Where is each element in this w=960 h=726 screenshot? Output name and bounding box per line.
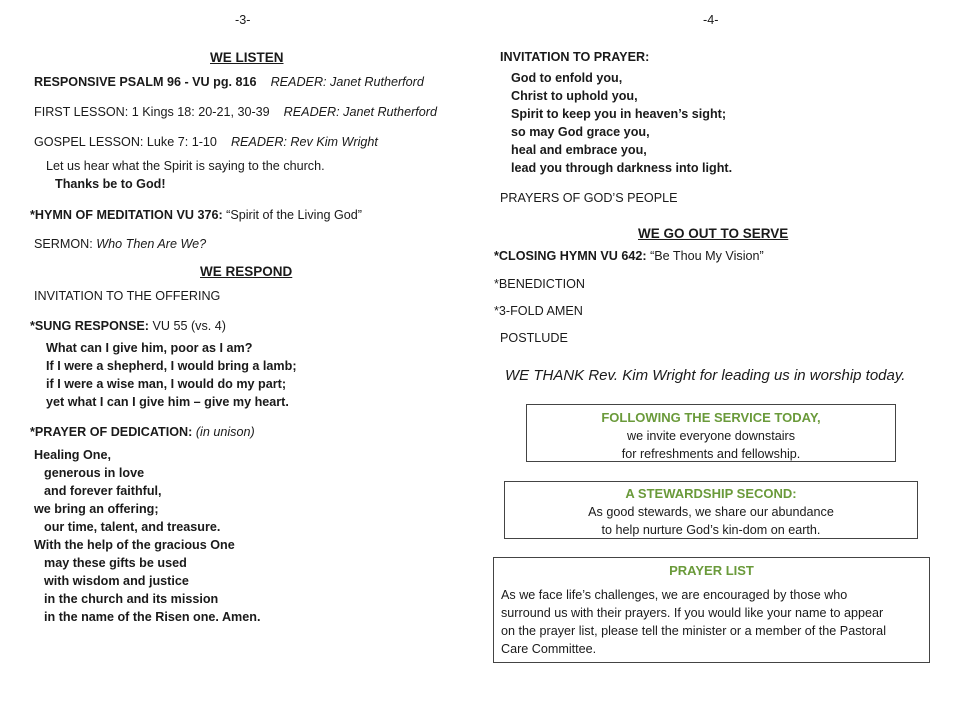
closing-hymn-label: *CLOSING HYMN VU 642: [494,249,647,263]
sermon-label: SERMON: [34,237,93,251]
sung-response-label: *SUNG RESPONSE: [30,319,149,333]
prayer-line: Spirit to keep you in heaven’s sight; [511,107,727,121]
sermon-line [34,237,206,251]
prayer-line: we bring an offering; [34,502,159,516]
invitation-prayer [511,69,732,177]
three-fold-amen: *3-FOLD AMEN [494,304,583,318]
lyric-line: What can I give him, poor as I am? [46,341,253,355]
gospel-reader: READER: Rev Kim Wright [230,135,378,149]
first-lesson: FIRST LESSON: 1 Kings 18: 20-21, 30-39 [34,105,270,119]
gospel-lesson: GOSPEL LESSON: Luke 7: 1-10 [34,135,217,149]
stewardship-line: As good stewards, we share our abundance [588,505,834,519]
following-service-line: we invite everyone downstairs [627,429,795,443]
prayer-line: Christ to uphold you, [511,89,638,103]
prayer-list-title: PRAYER LIST [669,563,754,578]
prayers-of-gods-people: PRAYERS OF GOD’S PEOPLE [500,191,678,205]
page-number-left: -3- [235,13,251,27]
prayer-line: so may God grace you, [511,125,650,139]
we-go-out-heading: WE GO OUT TO SERVE [638,226,789,241]
prayer-list-box [493,557,930,663]
prayer-line: generous in love [44,466,145,480]
stewardship-box [504,481,918,539]
sung-response [30,319,226,333]
benediction: *BENEDICTION [494,277,585,291]
prayer-list-line: surround us with their prayers. If you would like your name to appear [501,606,884,620]
prayer-list-body [494,586,929,658]
psalm-title: RESPONSIVE PSALM 96 - VU pg. 816 [34,75,257,89]
we-respond-heading: WE RESPOND [200,264,293,279]
closing-hymn [494,249,764,263]
dedication-label: *PRAYER OF DEDICATION: [30,425,193,439]
stewardship-title: A STEWARDSHIP SECOND: [625,486,797,501]
prayer-line: lead you through darkness into light. [511,161,733,175]
closing-hymn-title: “Be Thou My Vision” [650,249,764,263]
hymn-of-meditation [30,208,362,222]
prayer-line: our time, talent, and treasure. [44,520,221,534]
gospel-lesson-line [34,135,378,149]
prayer-line: heal and embrace you, [511,143,647,157]
call-to-hear: Let us hear what the Spirit is saying to the church. [46,159,325,173]
prayer-line: may these gifts be used [44,556,187,570]
call-response: Thanks be to God! [55,177,166,191]
hymn-title: “Spirit of the Living God” [226,208,362,222]
dedication-note: (in unison) [195,425,255,439]
prayer-line: with wisdom and justice [44,574,189,588]
following-service-title: FOLLOWING THE SERVICE TODAY, [601,410,821,425]
sermon-title: Who Then Are We? [96,237,207,251]
prayer-line: With the help of the gracious One [34,538,235,552]
first-lesson-reader: READER: Janet Rutherford [283,105,437,119]
lyric-line: If I were a shepherd, I would bring a lamb; [46,359,297,373]
prayer-line: God to enfold you, [511,71,623,85]
prayer-of-dedication [30,425,255,439]
we-listen-heading: WE LISTEN [210,50,284,65]
psalm-line [34,75,424,89]
prayer-line: in the church and its mission [44,592,219,606]
psalm-reader: READER: Janet Rutherford [270,75,424,89]
prayer-list-line: As we face life’s challenges, we are encouraged by those who [501,588,848,602]
prayer-line: in the name of the Risen one. Amen. [44,610,261,624]
prayer-list-line: Care Committee. [501,642,597,656]
first-lesson-line [34,105,437,119]
prayer-list-line: on the prayer list, please tell the minister or a member of the Pastoral [501,624,886,638]
following-service-box [526,404,896,462]
postlude: POSTLUDE [500,331,568,345]
stewardship-line: to help nurture God’s kin-dom on earth. [601,523,821,537]
page-number-right: -4- [703,13,719,27]
prayer-line: and forever faithful, [44,484,162,498]
prayer-line: Healing One, [34,448,111,462]
lyric-line: yet what I can I give him – give my heart. [46,395,289,409]
sung-response-lyrics [46,339,297,411]
lyric-line: if I were a wise man, I would do my part; [46,377,287,391]
following-service-line: for refreshments and fellowship. [621,447,801,461]
thanks-message: WE THANK Rev. Kim Wright for leading us in worship today. [505,367,906,384]
invitation-to-prayer-heading: INVITATION TO PRAYER: [500,50,650,64]
sung-response-value: VU 55 (vs. 4) [152,319,226,333]
hymn-label: *HYMN OF MEDITATION VU 376: [30,208,223,222]
offering-invitation: INVITATION TO THE OFFERING [34,289,221,303]
dedication-prayer [34,446,260,626]
